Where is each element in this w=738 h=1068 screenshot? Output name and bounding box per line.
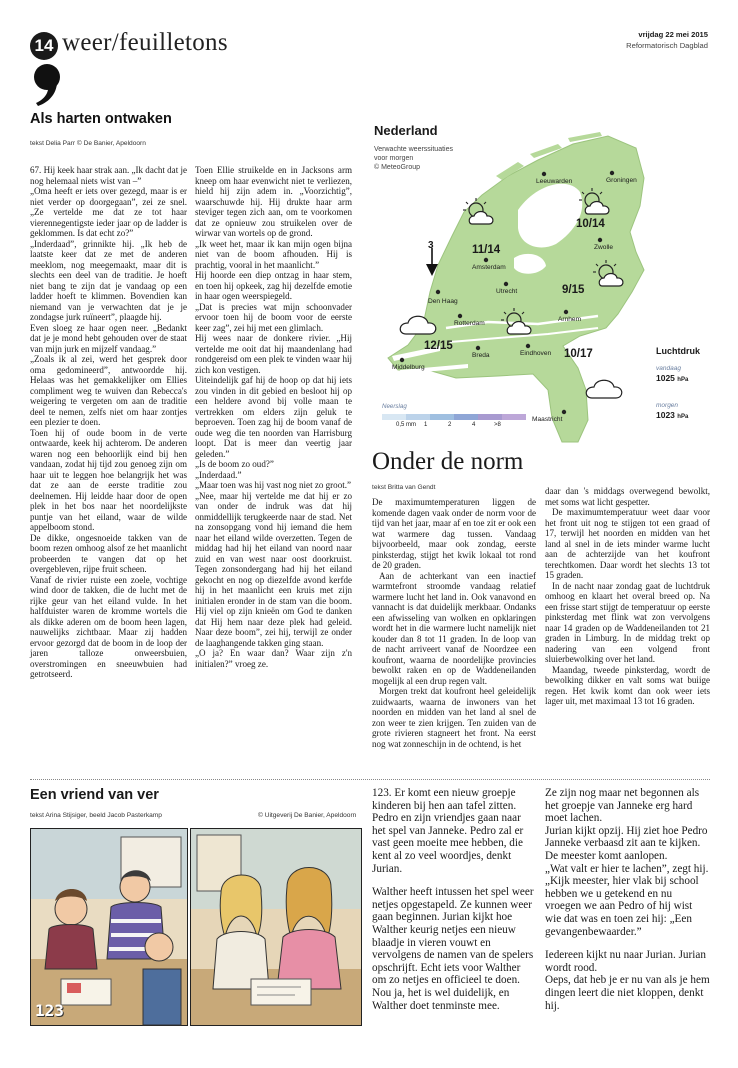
paragraph: Hij wees naar de donkere rivier. „Hij vertelde me ooit dat hij maandenlang had rondgereisd om een plek te vinden waar hij zich kon vestigen. — [195, 333, 352, 375]
precip-tick: 4 — [472, 422, 476, 428]
paragraph: 123. Er komt een nieuw groepje kinderen bij hen aan tafel zitten. — [372, 787, 517, 812]
comic-illustration — [30, 828, 362, 1026]
precip-tick: >8 — [494, 422, 501, 428]
pressure-title: Luchtdruk — [656, 346, 700, 356]
paragraph: Oeps, dat heb je er nu van als je hem dingen leert die niet kloppen, denkt hij. — [545, 974, 710, 1012]
temp-label: 11/14 — [472, 244, 501, 256]
city-label-den-haag: Den Haag — [428, 298, 458, 305]
paragraph: „Ik weet het, maar ik kan mijn ogen bijna niet van de boom afhouden. Hij is prachtig, vooral in het maanlicht.” — [195, 238, 352, 270]
precip-tick: 0,5 mm — [396, 422, 417, 428]
page-number-badge — [30, 32, 58, 60]
paragraph: De maximumtemperaturen liggen de komende dagen vaak onder de norm voor de tijd van het jaar, maar af en toe zit er ook een wat warmere dag tussen. Vandaag bijvoorbeeld, maar ook zondag, eerste pinksterdag, stijgt het kwik lokaal tot rond de 20 graden. — [372, 497, 536, 570]
pressure-tomorrow: 1023 hPa — [656, 410, 689, 420]
wind-force: 3 — [428, 240, 434, 251]
paragraph: 67. Hij keek haar strak aan. „Ik dacht dat je nog helemaal niets wist van –” — [30, 165, 187, 186]
paragraph: Pedro en zijn vriendjes gaan naar het spel van Janneke. Pedro zal er vast geen moeite mee hebben, die kent al zo veel woordjes, denkt Jurian. — [372, 812, 524, 875]
weather-map — [368, 120, 710, 450]
paragraph: Ze zijn nog maar net begonnen als het groepje van Janneke erg hard moet lachen. — [545, 787, 700, 825]
pressure-tomorrow-label: morgen — [656, 402, 679, 409]
paragraph: Even sloeg ze haar ogen neer. „Bedankt dat je je mond hebt gehouden over de staat van mijn jurk en mijzelf vandaag.” — [30, 322, 187, 354]
paragraph: Toen hij of oude boom in de verte ontwaarde, keek hij achterom. De anderen waren nog een behoorlijk eind bij hen vandaan, zodat hij tijd zou genoeg zijn om haar uit te leggen hoe belangrijk het was dat ze aan de eerste traditie zou deelnemen. Hij leidde haar door de open plek in het bos naar het noordelijkste puntje van het eiland, waar de wilde appelboom stond. — [30, 427, 187, 532]
paragraph: Walther heeft intussen het spel weer netjes opgestapeld. Ze kunnen weer gaan beginnen. Jurian kijkt hoe Walther keurig netjes een nieuw blaadje in vieren vouwt en vervolgens de namen van de spelers opschrijft. Echt iets voor Walther om zo netjes en officieel te doen. — [372, 886, 534, 987]
childstory-credit: tekst Arina Stijsiger, beeld Jacob Pasterkamp — [30, 812, 162, 819]
precip-label: Neerslag — [382, 403, 407, 410]
comic-panel-right — [190, 828, 362, 1026]
city-label-utrecht: Utrecht — [496, 288, 518, 295]
paragraph: „Oma heeft er iets over gezegd, maar is er niet verder op doorgegaan”, zei ze snel. „Ze vertelde me dat ze tot haar vierennegentigste ieder jaar op de ladder is geklommen. Is dat echt zo?” — [30, 186, 187, 238]
comic-page-label: 123 — [35, 1001, 64, 1020]
paragraph: Iedereen kijkt nu naar Jurian. Jurian wordt rood. — [545, 949, 706, 974]
page-header — [0, 0, 738, 120]
paragraph: „Wat valt er hier te lachen”, zegt hij. — [545, 862, 709, 875]
comma-logo — [30, 62, 64, 113]
paragraph: De maximumtemperatuur weet daar voor het front uit nog te stijgen tot een graad of 17, terwijl het noorden en midden van het land al snel in de iets minder warme lucht aan de achterzijde van het koufront terechtkomen. Daar wordt het slechts 13 tot 15 graden. — [545, 507, 710, 580]
paragraph: Maandag, tweede pinksterdag, wordt de bewolking dikker en valt soms wat buiige regen. Het kwik komt dan ook weer iets lager uit, met maximaal 13 tot 16 graden. — [545, 664, 710, 706]
forecast-column-1 — [372, 497, 536, 767]
comic-panel-left — [30, 828, 188, 1026]
temp-label: 12/15 — [424, 340, 453, 352]
forecast-column-2 — [545, 486, 710, 766]
paragraph: Vanaf de rivier ruiste een zoele, vochtige wind door de takken, die de lucht met de rijke geur van het eiland vulde. In het halfduister waren de kromme wortels die als dikke aderen om de boom heen lagen, nauwelijks zichtbaar. Maar zij hadden ervoor gezorgd dat de boom in de loop der jaren talloze onweersbuien, overstromingen en sneeuwbuien had getrotseerd. — [30, 574, 187, 679]
section-divider — [30, 779, 710, 780]
paragraph: Jurian kijkt opzij. Hij ziet hoe Pedro Janneke verbaasd zit aan te kijken. De meester komt aanlopen. — [545, 824, 708, 862]
paragraph: Hij hoorde een diep ontzag in haar stem, en toen hij opkeek, zag hij dezelfde emotie in haar ogen weerspiegeld. — [195, 270, 352, 301]
feuilleton-credit: tekst Delia Parr © De Banier, Apeldoorn — [30, 140, 146, 147]
pressure-today-label: vandaag — [656, 365, 681, 372]
paragraph: Toen Ellie struikelde en in Jacksons arm kneep om haar evenwicht niet te verliezen, hield hij zijn adem in. „Voorzichtig”, waarschuwde hij. Hij drukte haar arm steviger tegen zich aan, om te voorkomen dat ze opnieuw zou struikelen over de wirwar van wortels op de grond. — [195, 165, 352, 238]
paragraph: „Maar toen was hij vast nog niet zo groot.” — [195, 480, 352, 490]
city-label-leeuwarden: Leeuwarden — [536, 178, 573, 185]
city-label-middelburg: Middelburg — [392, 364, 425, 371]
weather-title: Nederland — [374, 123, 438, 138]
paragraph: De dikke, ongesnoeide takken van de boom rezen omhoog alsof ze het maanlicht probeerden te vangen dat op het overgebleven, rijpe fruit scheen. — [30, 532, 187, 574]
precip-scale — [382, 414, 526, 420]
childstory-copyright: © Uitgeverij De Banier, Apeldoorn — [258, 812, 357, 819]
page-number: 14 — [34, 36, 54, 55]
paragraph: Nou ja, het is wel duidelijk, en Walther doet tenminste mee. — [372, 986, 510, 1012]
paragraph: „Dat is precies wat mijn schoonvader ervoor toen hij de boom voor de eerste keer zag”, zei hij met een glimlach. — [195, 301, 352, 333]
paragraph: In de nacht naar zondag gaat de luchtdruk omhoog en klaart het overal breed op. Na een frisse start stijgt de temperatuur op eerste pinksterdag met flink wat zon vervolgens naar 14 graden op de Waddeneilanden tot 21 graden in Limburg. In de middag trekt op nadering van een volgend front sluierbewolking over het land. — [545, 580, 710, 664]
city-label-arnhem: Arnhem — [558, 316, 582, 323]
paragraph: Aan de achterkant van een inactief warmtefront stroomde vandaag relatief warmere lucht het land in. Ook vanavond en vannacht is dat duidelijk merkbaar. Ondanks een afwisseling van wolken en opklaringen wordt het in die warmere lucht namelijk niet kouder dan 8 tot 11 graden. In de loop van de nacht arriveert vanaf de Noordzee een koufront, waarna de noordelijke provincies bewolkt raken en op de Waddeneilanden mogelijk al een drup regen valt. — [372, 570, 536, 686]
pressure-today: 1025 hPa — [656, 373, 689, 383]
header-date: vrijdag 22 mei 2015 — [638, 30, 708, 39]
paragraph: „Kijk meester, hier vlak bij school hebben we u getekend en nu vroegen we aan Pedro of hij wist wie dat was en toen zei hij: „Een gevangenbewaarder.” — [545, 875, 699, 938]
city-label-zwolle: Zwolle — [594, 244, 614, 251]
city-label-eindhoven: Eindhoven — [520, 350, 552, 357]
weather-subtitle: Verwachte weerssituaties voor morgen © MeteoGroup — [374, 146, 453, 171]
city-label-breda: Breda — [472, 352, 490, 359]
netherlands-map — [368, 120, 710, 450]
childstory-column-1 — [372, 787, 537, 1037]
precip-tick: 2 — [448, 422, 452, 428]
city-label-rotterdam: Rotterdam — [454, 320, 485, 327]
section-title: weer/feuilletons — [62, 29, 228, 56]
header-paper: Reformatorisch Dagblad — [626, 41, 708, 50]
cloud-icon — [586, 380, 622, 398]
feuilleton-column-2 — [195, 165, 352, 669]
childstory-column-2 — [545, 787, 710, 1037]
paragraph: „Inderdaad”, grinnikte hij. „Ik heb de laatste keer dat ze met de anderen meeklom, nog meegemaakt, maar dit is slechts een deel van de traditie. Je hoeft niet bang te zijn dat je vandaag op een ladder hoeft te klimmen. Bovendien kan niemand van je verwachten dat je je zondagse jurk ruïneert”, plaagde hij. — [30, 238, 187, 322]
temp-label: 10/14 — [576, 218, 605, 230]
feuilleton-column-1 — [30, 165, 187, 679]
city-label-groningen: Groningen — [606, 177, 637, 184]
paragraph: „Is de boom zo oud?” — [195, 459, 274, 469]
paragraph: daar dan 's middags overwegend bewolkt, met soms wat licht gespetter. — [545, 486, 710, 507]
paragraph: „Nee, maar hij vertelde me dat hij er zo van onder de indruk was dat hij onmiddellijk terugkeerde naar de stad. Net na zonsopgang vond hij iemand die hem naar het eiland wilde overzetten. Tegen de middag had hij het eiland van noord naar zuid en van west naar oost doorkruist. Tegen zonsondergang had hij het eiland gekocht en nog op diezelfde avond kerfde hij in het maanlicht een kruis met zijn initialen eronder in de stam van die boom. Hij viel op zijn knieën om God te danken dat Hij hem naar deze plek had geleid. Naar deze boom”, zei hij, terwijl ze onder de laaghangende takken ging staan. — [195, 490, 352, 648]
paragraph: „Zoals ik al zei, werd het gesprek door oma gedomineerd”, antwoordde hij. Helaas was het gemakkelijker om Ellies compliment weg te wuiven dan Rebecca's weigering te vergeten om aan de traditie deel te nemen, zelfs niet om haar zontjes een plezier te doen. — [30, 354, 187, 427]
feuilleton-title: Als harten ontwaken — [30, 111, 172, 127]
city-label-maastricht: Maastricht — [532, 416, 563, 423]
childstory-title: Een vriend van ver — [30, 787, 159, 803]
precip-tick: 1 — [424, 422, 428, 428]
paragraph: „Inderdaad.” — [195, 469, 242, 480]
paragraph: Morgen trekt dat koufront heel geleidelijk zuidwaarts, waarna de inwoners van het noorden en midden van het land al snel de zon weer te zien krijgen. Ten zuiden van de grote rivieren stagneert het front. Na eerst nog wat zonneschijn in de ochtend, is het — [372, 686, 536, 749]
temp-label: 9/15 — [562, 284, 585, 296]
forecast-title: Onder de norm — [372, 448, 524, 475]
forecast-credit: tekst Britta van Gendt — [372, 484, 436, 491]
paragraph: Uiteindelijk gaf hij de hoop op dat hij iets zou vinden in dit gebied en besloot hij op een heldere avond bij volle maan te vertrekken om elders zijn geluk te beproeven. Toen zag hij de boom vanaf de oude weg die ten noorden van Harrisburg loopt. Dat is meer dan veertig jaar geleden.” — [195, 375, 352, 459]
temp-label: 10/17 — [564, 348, 593, 360]
city-label-amsterdam: Amsterdam — [472, 264, 506, 271]
paragraph: „O ja? En waar dan? Waar zijn z'n initialen?” vroeg ze. — [195, 648, 352, 669]
